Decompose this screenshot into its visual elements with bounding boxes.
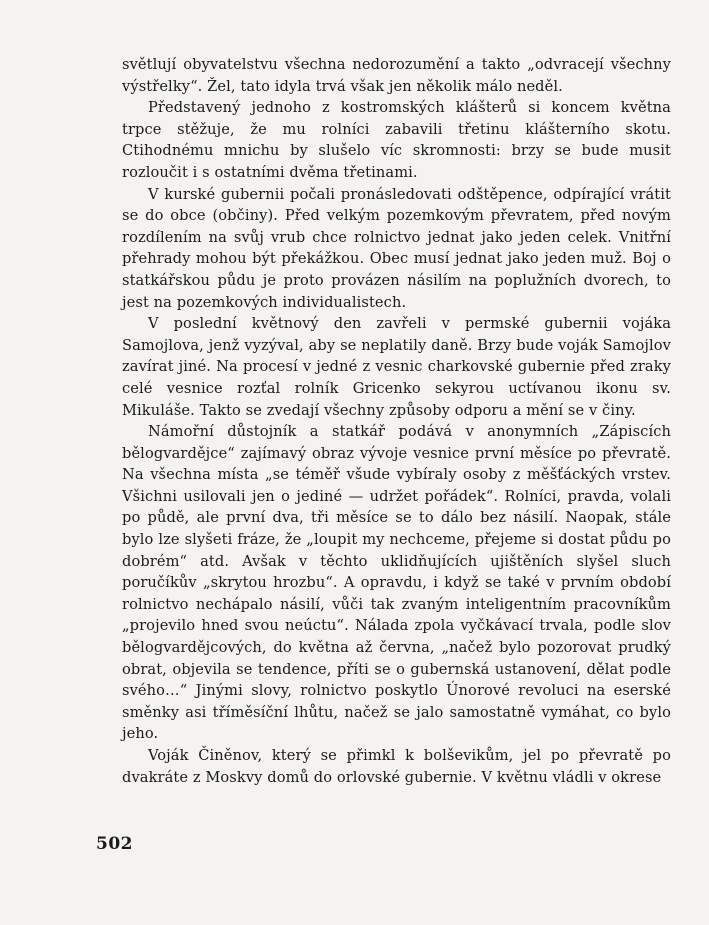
paragraph: Voják Činěnov, který se přimkl k bolševikům, jel po převratě po dvakráte z Moskvy domů do orlovské gubernie. V květnu vládli v okrese (122, 747, 671, 786)
paragraph: Představený jednoho z kostromských klášterů si koncem května trpce stěžuje, že mu rolníci zabavili třetinu klášterního skotu. Ctihodnému mnichu by slušelo víc skromnosti: brzy se bude musit rozloučit i s ostatními dvěma třetinami. (122, 99, 671, 181)
body-text (122, 54, 671, 788)
paragraph: V poslední květnový den zavřeli v permské gubernii vojáka Samojlova, jenž vyzýval, aby se neplatily daně. Brzy bude voják Samojlov zavírat jiné. Na procesí v jedné z vesnic charkovské gubernie před zraky celé vesnice rozťal rolník Gricenko sekyrou uctívanou ikonu sv. Mikuláše. Takto se zvedají všechny způsoby odporu a mění se v činy. (122, 315, 671, 419)
paragraph: světlují obyvatelstvu všechna nedorozumění a takto „odvracejí všechny výstřelky“. Žel, tato idyla trvá však jen několik málo neděl. (122, 56, 671, 95)
paragraph: V kurské gubernii počali pronásledovati odštěpence, odpírající vrátit se do obce (občiny). Před velkým pozemkovým převratem, před novým rozdílením na svůj vrub chce rolnictvo jednat jako jeden celek. Vnitřní přehrady mohou být překážkou. Obec musí jednat jako jeden muž. Boj o statkářskou půdu je proto provázen násilím na poplužních dvorech, to jest na pozemkových individualistech. (122, 185, 671, 311)
page-number: 502 (96, 834, 133, 854)
paragraph: Námořní důstojník a statkář podává v anonymních „Zápiscích bělogvardějce“ zajímavý obraz vývoje vesnice první měsíce po převratě. Na všechna místa „se téměř všude vybíraly osoby z měšťáckých vrstev. Všichni usilovali jen o jediné — udržet pořádek“. Rolníci, pravda, volali po půdě, ale první dva, tři měsíce se to dálo bez násilí. Naopak, stále bylo lze slyšeti fráze, že „loupit my nechceme, přejeme si dostat půdu po dobrém“ atd. Avšak v těchto uklidňujících ujištěních slyšel sluch poručíkův „skrytou hrozbu“. A opravdu, i když se také v prvním období rolnictvo nechápalo násilí, vůči tak zvaným inteligentním pracovníkům „projevilo hned svou neúctu“. Nálada zpola vyčkávací trvala, podle slov bělogvardějcových, do května až června, „načež bylo pozorovat prudký obrat, objevila se tendence, příti se o gubernská ustanovení, dělat podle svého…“ Jinými slovy, rolnictvo poskytlo Únorové revoluci na eserské směnky asi tříměsíční lhůtu, načež se jalo samostatně vymáhat, co bylo jeho. (122, 423, 671, 743)
